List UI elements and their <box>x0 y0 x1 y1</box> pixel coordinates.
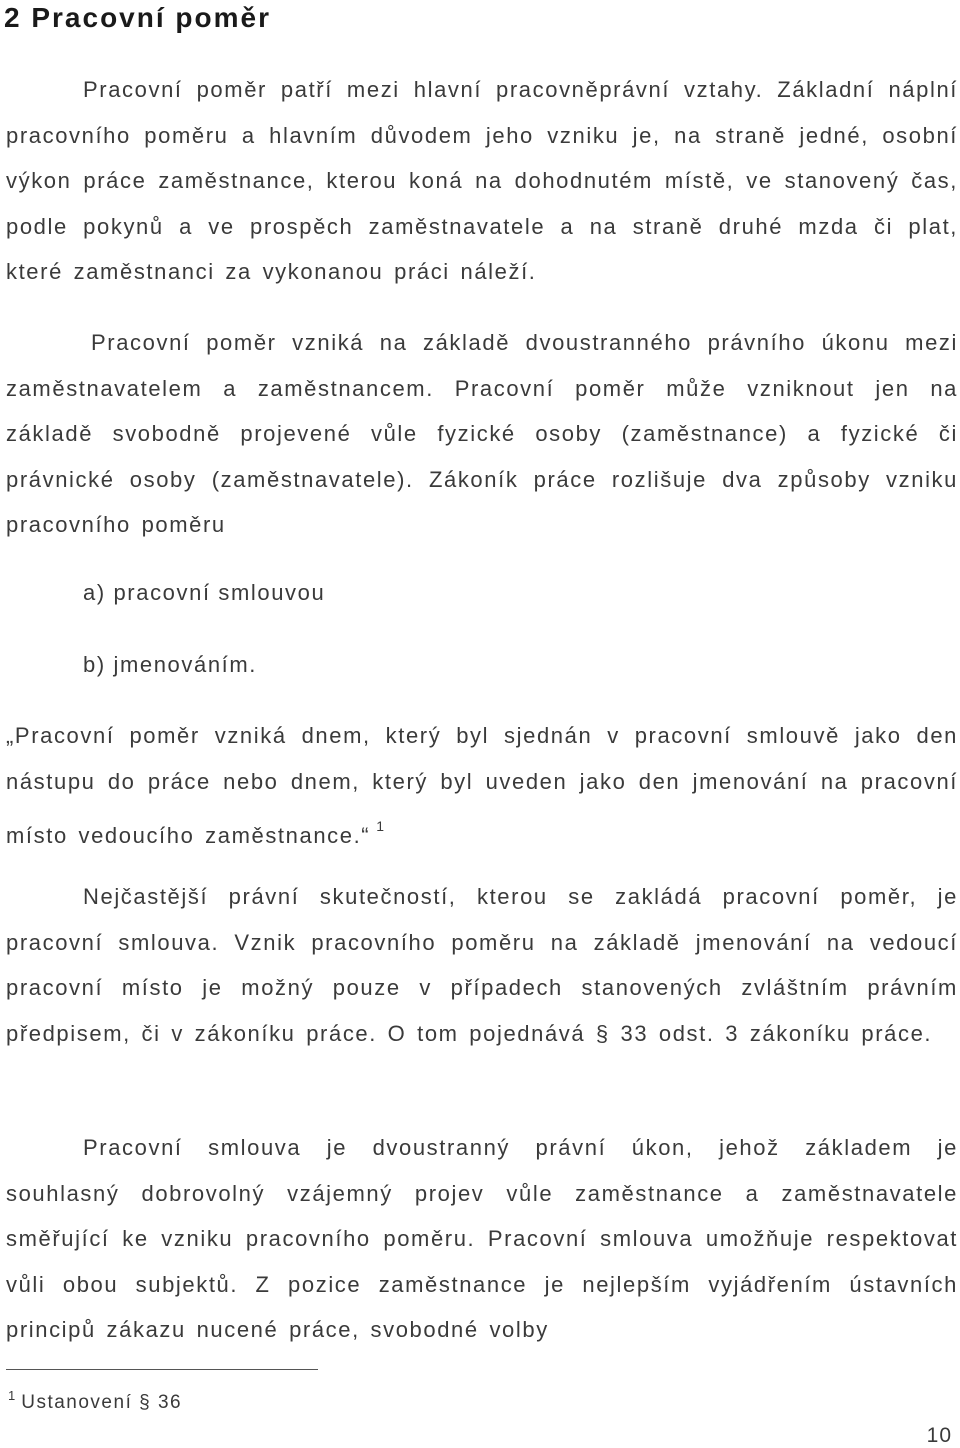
quote-text: „Pracovní poměr vzniká dnem, který byl sjednán v pracovní smlouvě jako den nástupu do práce nebo dnem, který byl uveden jako den jmenování na pracovní místo vedoucího zaměstnance.“ <box>6 723 958 848</box>
footnote <box>8 1382 182 1417</box>
quote-paragraph <box>6 713 958 859</box>
paragraph-origin: Pracovní poměr vzniká na základě dvoustranného právního úkonu mezi zaměstnavatelem a zaměstnancem. Pracovní poměr může vzniknout jen na základě svobodně projevené vůle fyzické osoby (zaměstnance) a fyzické či právnické osoby (zaměstnavatele). Zákoník práce rozlišuje dva způsoby vzniku pracovního poměru <box>6 330 958 537</box>
footnote-text: Ustanovení § 36 <box>21 1392 183 1413</box>
list-item-appointment: b) jmenováním. <box>83 652 258 677</box>
paragraph-intro: Pracovní poměr patří mezi hlavní pracovněprávní vztahy. Základní náplní pracovního poměru a hlavním důvodem jeho vzniku je, na straně jedné, osobní výkon práce zaměstnance, kterou koná na dohodnutém místě, ve stanovený čas, podle pokynů a ve prospěch zaměstnavatele a na straně druhé mzda či plat, které zaměstnanci za vykonanou práci náleží. <box>6 77 958 284</box>
footnote-separator <box>6 1369 318 1370</box>
footnote-number: 1 <box>8 1388 16 1403</box>
paragraph-contract-definition: Pracovní smlouva je dvoustranný právní úkon, jehož základem je souhlasný dobrovolný vzájemný projev vůle zaměstnance a zaměstnavatele směřující ke vzniku pracovního poměru. Pracovní smlouva umožňuje respektovat vůli obou subjektů. Z pozice zaměstnance je nejlepším vyjádřením ústavních principů zákazu nucené práce, svobodné volby <box>6 1135 958 1342</box>
list-item-contract: a) pracovní smlouvou <box>83 580 326 605</box>
footnote-reference[interactable]: 1 <box>376 818 385 834</box>
paragraph-contract-basis: Nejčastější právní skutečností, kterou se zakládá pracovní poměr, je pracovní smlouva. Vznik pracovního poměru na základě jmenování na vedoucí pracovní místo je možný pouze v případech stanovených zvláštním právním předpisem, či v zákoníku práce. O tom pojednává § 33 odst. 3 zákoníku práce. <box>6 884 958 1046</box>
section-heading: 2 Pracovní poměr <box>4 2 271 33</box>
page-number: 10 <box>926 1424 952 1447</box>
